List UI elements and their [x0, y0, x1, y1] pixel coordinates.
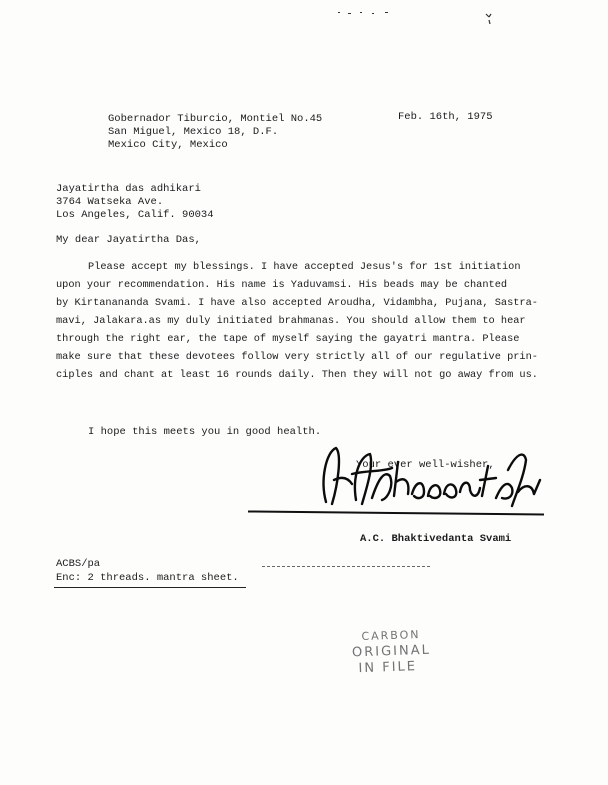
sender-line: San Miguel, Mexico 18, D.F. — [108, 126, 279, 138]
enclosure-underline — [54, 587, 246, 588]
body-line: Please accept my blessings. I have accepted Jesus's for 1st initiation — [88, 261, 521, 273]
enclosure-note: Enc: 2 threads. mantra sheet. — [56, 572, 239, 584]
stamp-line: ORIGINAL — [351, 642, 432, 661]
body-line: upon your recommendation. His name is Yaduvamsi. His beads may be chanted — [56, 279, 508, 291]
valediction: Your ever well-wisher, — [356, 459, 495, 471]
handwritten-signature — [312, 440, 552, 512]
body-line: mavi, Jalakara.as my duly initiated brahmanas. You should allow them to hear — [56, 315, 526, 327]
dashed-rule — [262, 566, 430, 567]
closing-line: I hope this meets you in good health. — [88, 426, 322, 438]
letter-body — [56, 258, 538, 384]
signatory-name: A.C. Bhaktivedanta Svami — [360, 533, 512, 545]
recipient-line: Jayatirtha das adhikari — [56, 183, 201, 195]
body-line: by Kirtanananda Svami. I have also accepted Aroudha, Vidambha, Pujana, Sastra- — [56, 297, 538, 309]
salutation: My dear Jayatirtha Das, — [56, 234, 201, 246]
body-line: through the right ear, the tape of myself saying the gayatri mantra. Please — [56, 333, 520, 345]
stamp-line: CARBON — [361, 627, 421, 644]
reference-initials: ACBS/pa — [56, 558, 101, 570]
recipient-line: Los Angeles, Calif. 90034 — [56, 209, 214, 221]
carbon-original-stamp — [351, 627, 432, 678]
sender-address — [108, 113, 322, 152]
sender-line: Gobernador Tiburcio, Montiel No.45 — [108, 113, 323, 125]
recipient-line: 3764 Watseka Ave. — [56, 196, 164, 208]
body-line: make sure that these devotees follow very strictly all of our regulative prin- — [56, 351, 538, 363]
recipient-address — [56, 183, 214, 222]
stamp-line: IN FILE — [358, 659, 418, 677]
body-line: ciples and chant at least 16 rounds daily. Then they will not go away from us. — [56, 369, 538, 381]
sender-line: Mexico City, Mexico — [108, 139, 228, 151]
letter-date: Feb. 16th, 1975 — [398, 111, 493, 123]
